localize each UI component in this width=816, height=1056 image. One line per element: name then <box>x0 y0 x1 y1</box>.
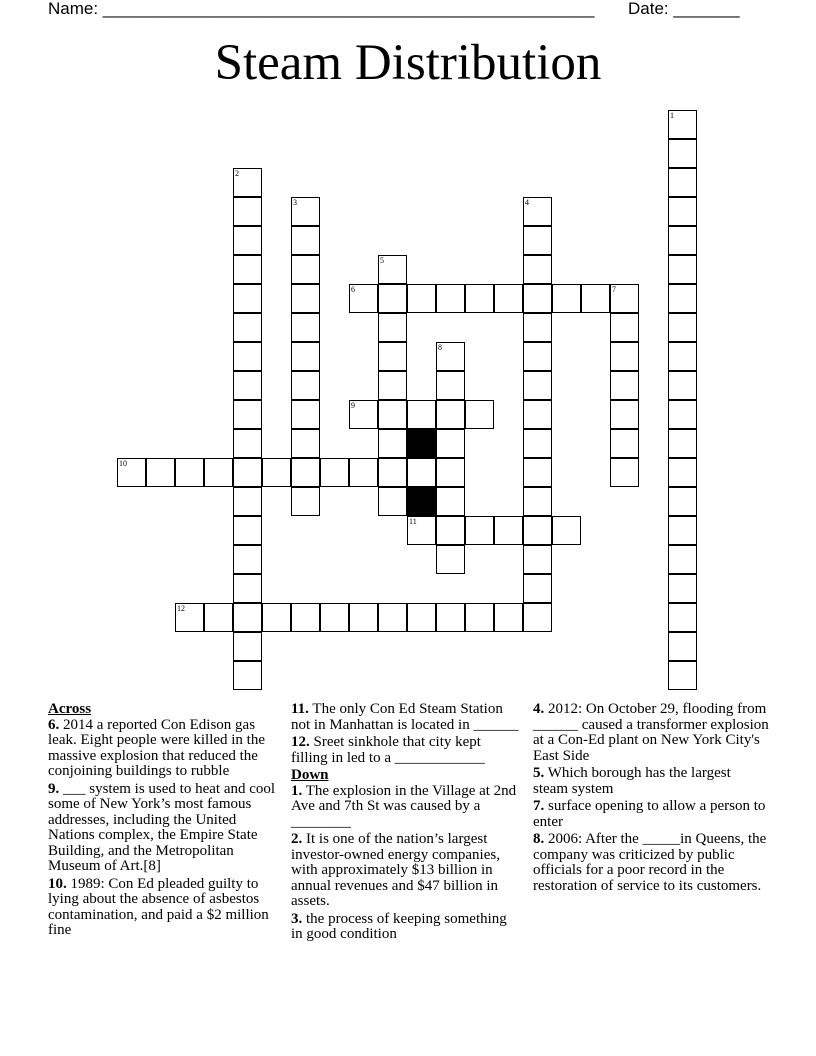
grid-cell[interactable] <box>668 255 697 284</box>
grid-cell[interactable] <box>378 313 407 342</box>
grid-cell[interactable] <box>233 516 262 545</box>
clue-down-7 <box>533 799 769 830</box>
grid-cell[interactable] <box>291 487 320 516</box>
clue-number: 5. <box>533 765 545 781</box>
grid-cell[interactable] <box>233 255 262 284</box>
grid-cell[interactable] <box>291 313 320 342</box>
grid-cell[interactable] <box>436 487 465 516</box>
grid-cell[interactable] <box>610 429 639 458</box>
clue-number-label: 11 <box>409 517 417 526</box>
clue-number-label: 10 <box>119 459 127 468</box>
clue-text: ___ system is used to heat and cool some of New York’s most famous addresses, including the United Nations complex, the Empire State Building, and the Metropolitan Museum of Art.[8] <box>48 780 276 874</box>
grid-cell[interactable] <box>262 458 291 487</box>
grid-cell[interactable] <box>668 429 697 458</box>
clue-number-label: 2 <box>235 169 239 178</box>
grid-cell[interactable] <box>233 458 262 487</box>
grid-cell[interactable] <box>378 371 407 400</box>
grid-cell[interactable] <box>291 429 320 458</box>
clue-text: 2014 a reported Con Edison gas leak. Eight people were killed in the massive explosion that reduced the conjoining buildings to rubble <box>48 716 266 779</box>
clue-text: Sreet sinkhole that city kept filling in led to a ____________ <box>291 734 485 766</box>
clue-text: The explosion in the Village at 2nd Ave and 7th St was caused by a ________ <box>291 782 517 830</box>
grid-cell[interactable] <box>320 603 349 632</box>
clue-across-11 <box>291 702 521 733</box>
grid-cell[interactable] <box>523 197 552 226</box>
clue-number: 1. <box>291 782 303 799</box>
grid-cell[interactable] <box>552 284 581 313</box>
clue-number-label: 3 <box>293 198 297 207</box>
clue-text: It is one of the nation’s largest investor-owned energy companies, with approximately $13 billion in annual revenues and $47 billion in assets. <box>291 831 500 909</box>
grid-cell[interactable] <box>523 400 552 429</box>
grid-cell[interactable] <box>668 110 697 139</box>
clue-number-label: 9 <box>351 401 355 410</box>
grid-cell[interactable] <box>233 400 262 429</box>
grid-cell[interactable] <box>668 661 697 690</box>
grid-cell[interactable] <box>233 603 262 632</box>
clue-number: 6. <box>48 716 60 733</box>
grid-cell[interactable] <box>610 313 639 342</box>
clues-column-1 <box>48 702 284 941</box>
grid-cell[interactable] <box>233 226 262 255</box>
grid-cell[interactable] <box>378 429 407 458</box>
clue-text: Which borough has the largest steam system <box>533 765 731 797</box>
grid-cell[interactable] <box>291 400 320 429</box>
grid-cell[interactable] <box>436 516 465 545</box>
grid-cell[interactable] <box>436 603 465 632</box>
grid-cell[interactable] <box>233 371 262 400</box>
grid-cell[interactable] <box>610 400 639 429</box>
grid-cell[interactable] <box>233 168 262 197</box>
grid-cell[interactable] <box>204 458 233 487</box>
grid-cell[interactable] <box>291 197 320 226</box>
grid-cell[interactable] <box>233 632 262 661</box>
grid-cell[interactable] <box>465 284 494 313</box>
clue-down-5 <box>533 766 769 797</box>
clue-down-1 <box>291 784 521 831</box>
grid-cell[interactable] <box>407 458 436 487</box>
grid-cell[interactable] <box>378 603 407 632</box>
grid-cell[interactable] <box>668 197 697 226</box>
grid-cell[interactable] <box>552 516 581 545</box>
clue-text: The only Con Ed Steam Station not in Manhattan is located in ______ <box>291 702 519 733</box>
grid-cell[interactable] <box>407 603 436 632</box>
clue-text: the process of keeping something in good condition <box>291 910 507 942</box>
grid-cell[interactable] <box>668 139 697 168</box>
clue-number-label: 7 <box>612 285 616 294</box>
grid-cell[interactable] <box>523 603 552 632</box>
clue-number: 4. <box>533 701 545 717</box>
grid-cell[interactable] <box>668 603 697 632</box>
grid-cell[interactable] <box>668 458 697 487</box>
grid-cell[interactable] <box>523 284 552 313</box>
grid-cell[interactable] <box>668 371 697 400</box>
grid-cell[interactable] <box>610 371 639 400</box>
grid-cell[interactable] <box>523 429 552 458</box>
clue-across-12 <box>291 735 521 766</box>
grid-cell[interactable] <box>523 371 552 400</box>
grid-cell[interactable] <box>233 284 262 313</box>
grid-cell[interactable] <box>465 516 494 545</box>
grid-cell[interactable] <box>523 458 552 487</box>
grid-cell[interactable] <box>668 284 697 313</box>
grid-cell[interactable] <box>407 400 436 429</box>
grid-cell[interactable] <box>436 458 465 487</box>
grid-cell[interactable] <box>610 458 639 487</box>
grid-block-cell <box>407 429 436 458</box>
grid-cell[interactable] <box>233 342 262 371</box>
clue-across-9 <box>48 782 284 875</box>
grid-cell[interactable] <box>291 342 320 371</box>
grid-cell[interactable] <box>668 632 697 661</box>
grid-cell[interactable] <box>523 545 552 574</box>
clue-down-2 <box>291 832 521 910</box>
grid-cell[interactable] <box>204 603 233 632</box>
clue-down-3 <box>291 912 521 943</box>
grid-cell[interactable] <box>233 429 262 458</box>
clue-number: 8. <box>533 831 545 847</box>
grid-cell[interactable] <box>378 342 407 371</box>
grid-cell[interactable] <box>668 313 697 342</box>
clues-column-3 <box>533 702 769 896</box>
grid-cell[interactable] <box>436 371 465 400</box>
grid-cell[interactable] <box>523 342 552 371</box>
grid-cell[interactable] <box>233 487 262 516</box>
grid-cell[interactable] <box>378 487 407 516</box>
down-heading: Down <box>291 767 329 783</box>
clue-number-label: 4 <box>525 198 529 207</box>
grid-cell[interactable] <box>523 487 552 516</box>
grid-cell[interactable] <box>523 516 552 545</box>
grid-cell[interactable] <box>668 516 697 545</box>
grid-cell[interactable] <box>291 371 320 400</box>
across-heading: Across <box>48 701 92 717</box>
clues-column-2 <box>291 702 521 956</box>
grid-cell[interactable] <box>668 342 697 371</box>
grid-cell[interactable] <box>291 226 320 255</box>
page-title: Steam Distribution <box>214 35 602 91</box>
clue-number: 9. <box>48 780 60 797</box>
grid-cell[interactable] <box>378 255 407 284</box>
grid-cell[interactable] <box>668 400 697 429</box>
clue-number-label: 1 <box>670 111 674 120</box>
grid-cell[interactable] <box>465 603 494 632</box>
grid-cell[interactable] <box>262 603 291 632</box>
grid-cell[interactable] <box>436 400 465 429</box>
clue-number-label: 6 <box>351 285 355 294</box>
grid-cell[interactable] <box>291 603 320 632</box>
grid-cell[interactable] <box>407 516 436 545</box>
grid-cell[interactable] <box>581 284 610 313</box>
grid-cell[interactable] <box>668 574 697 603</box>
grid-cell[interactable] <box>117 458 146 487</box>
grid-cell[interactable] <box>233 313 262 342</box>
clue-text: 2006: After the _____in Queens, the company was criticized by public officials for a poor record in the restoration of service to its customers. <box>533 831 767 894</box>
clue-number-label: 8 <box>438 343 442 352</box>
grid-cell[interactable] <box>320 458 349 487</box>
grid-cell[interactable] <box>233 545 262 574</box>
grid-cell[interactable] <box>436 284 465 313</box>
grid-cell[interactable] <box>494 516 523 545</box>
grid-cell[interactable] <box>436 342 465 371</box>
grid-cell[interactable] <box>668 487 697 516</box>
clue-text: 2012: On October 29, flooding from ______ caused a transformer explosion at a Con-Ed plant on New York City's East Side <box>533 701 769 764</box>
grid-cell[interactable] <box>233 197 262 226</box>
grid-cell[interactable] <box>523 574 552 603</box>
grid-cell[interactable] <box>291 284 320 313</box>
grid-cell[interactable] <box>349 603 378 632</box>
grid-cell[interactable] <box>436 429 465 458</box>
grid-cell[interactable] <box>233 574 262 603</box>
clue-number-label: 5 <box>380 256 384 265</box>
grid-cell[interactable] <box>378 458 407 487</box>
grid-cell[interactable] <box>523 255 552 284</box>
clue-text: 1989: Con Ed pleaded guilty to lying about the absence of asbestos contamination, and paid a $2 million fine <box>48 875 269 938</box>
grid-cell[interactable] <box>523 226 552 255</box>
grid-cell[interactable] <box>175 603 204 632</box>
grid-cell[interactable] <box>378 400 407 429</box>
clue-across-6 <box>48 718 284 780</box>
grid-cell[interactable] <box>465 400 494 429</box>
grid-cell[interactable] <box>668 168 697 197</box>
grid-cell[interactable] <box>175 458 204 487</box>
grid-block-cell <box>407 487 436 516</box>
grid-cell[interactable] <box>494 603 523 632</box>
name-field-label: Name: ____________________________________________________ <box>48 0 595 18</box>
grid-cell[interactable] <box>436 545 465 574</box>
clue-number: 7. <box>533 798 545 814</box>
grid-cell[interactable] <box>291 255 320 284</box>
grid-cell[interactable] <box>610 284 639 313</box>
grid-cell[interactable] <box>233 661 262 690</box>
grid-cell[interactable] <box>378 284 407 313</box>
clue-number: 12. <box>291 734 310 750</box>
grid-cell[interactable] <box>349 400 378 429</box>
grid-cell[interactable] <box>523 313 552 342</box>
grid-cell[interactable] <box>610 342 639 371</box>
grid-cell[interactable] <box>349 458 378 487</box>
grid-cell[interactable] <box>494 284 523 313</box>
grid-cell[interactable] <box>668 545 697 574</box>
grid-cell[interactable] <box>668 226 697 255</box>
clue-number-label: 12 <box>177 604 185 613</box>
grid-cell[interactable] <box>146 458 175 487</box>
clue-number: 11. <box>291 702 309 717</box>
grid-cell[interactable] <box>407 284 436 313</box>
grid-cell[interactable] <box>291 458 320 487</box>
clue-number: 10. <box>48 875 67 892</box>
clue-number: 3. <box>291 910 303 927</box>
clue-across-10 <box>48 877 284 939</box>
clue-down-8 <box>533 832 769 894</box>
clue-text: surface opening to allow a person to enter <box>533 798 766 830</box>
date-field-label: Date: _______ <box>628 0 740 18</box>
grid-cell[interactable] <box>349 284 378 313</box>
clue-number: 2. <box>291 831 303 847</box>
clue-down-4 <box>533 702 769 764</box>
